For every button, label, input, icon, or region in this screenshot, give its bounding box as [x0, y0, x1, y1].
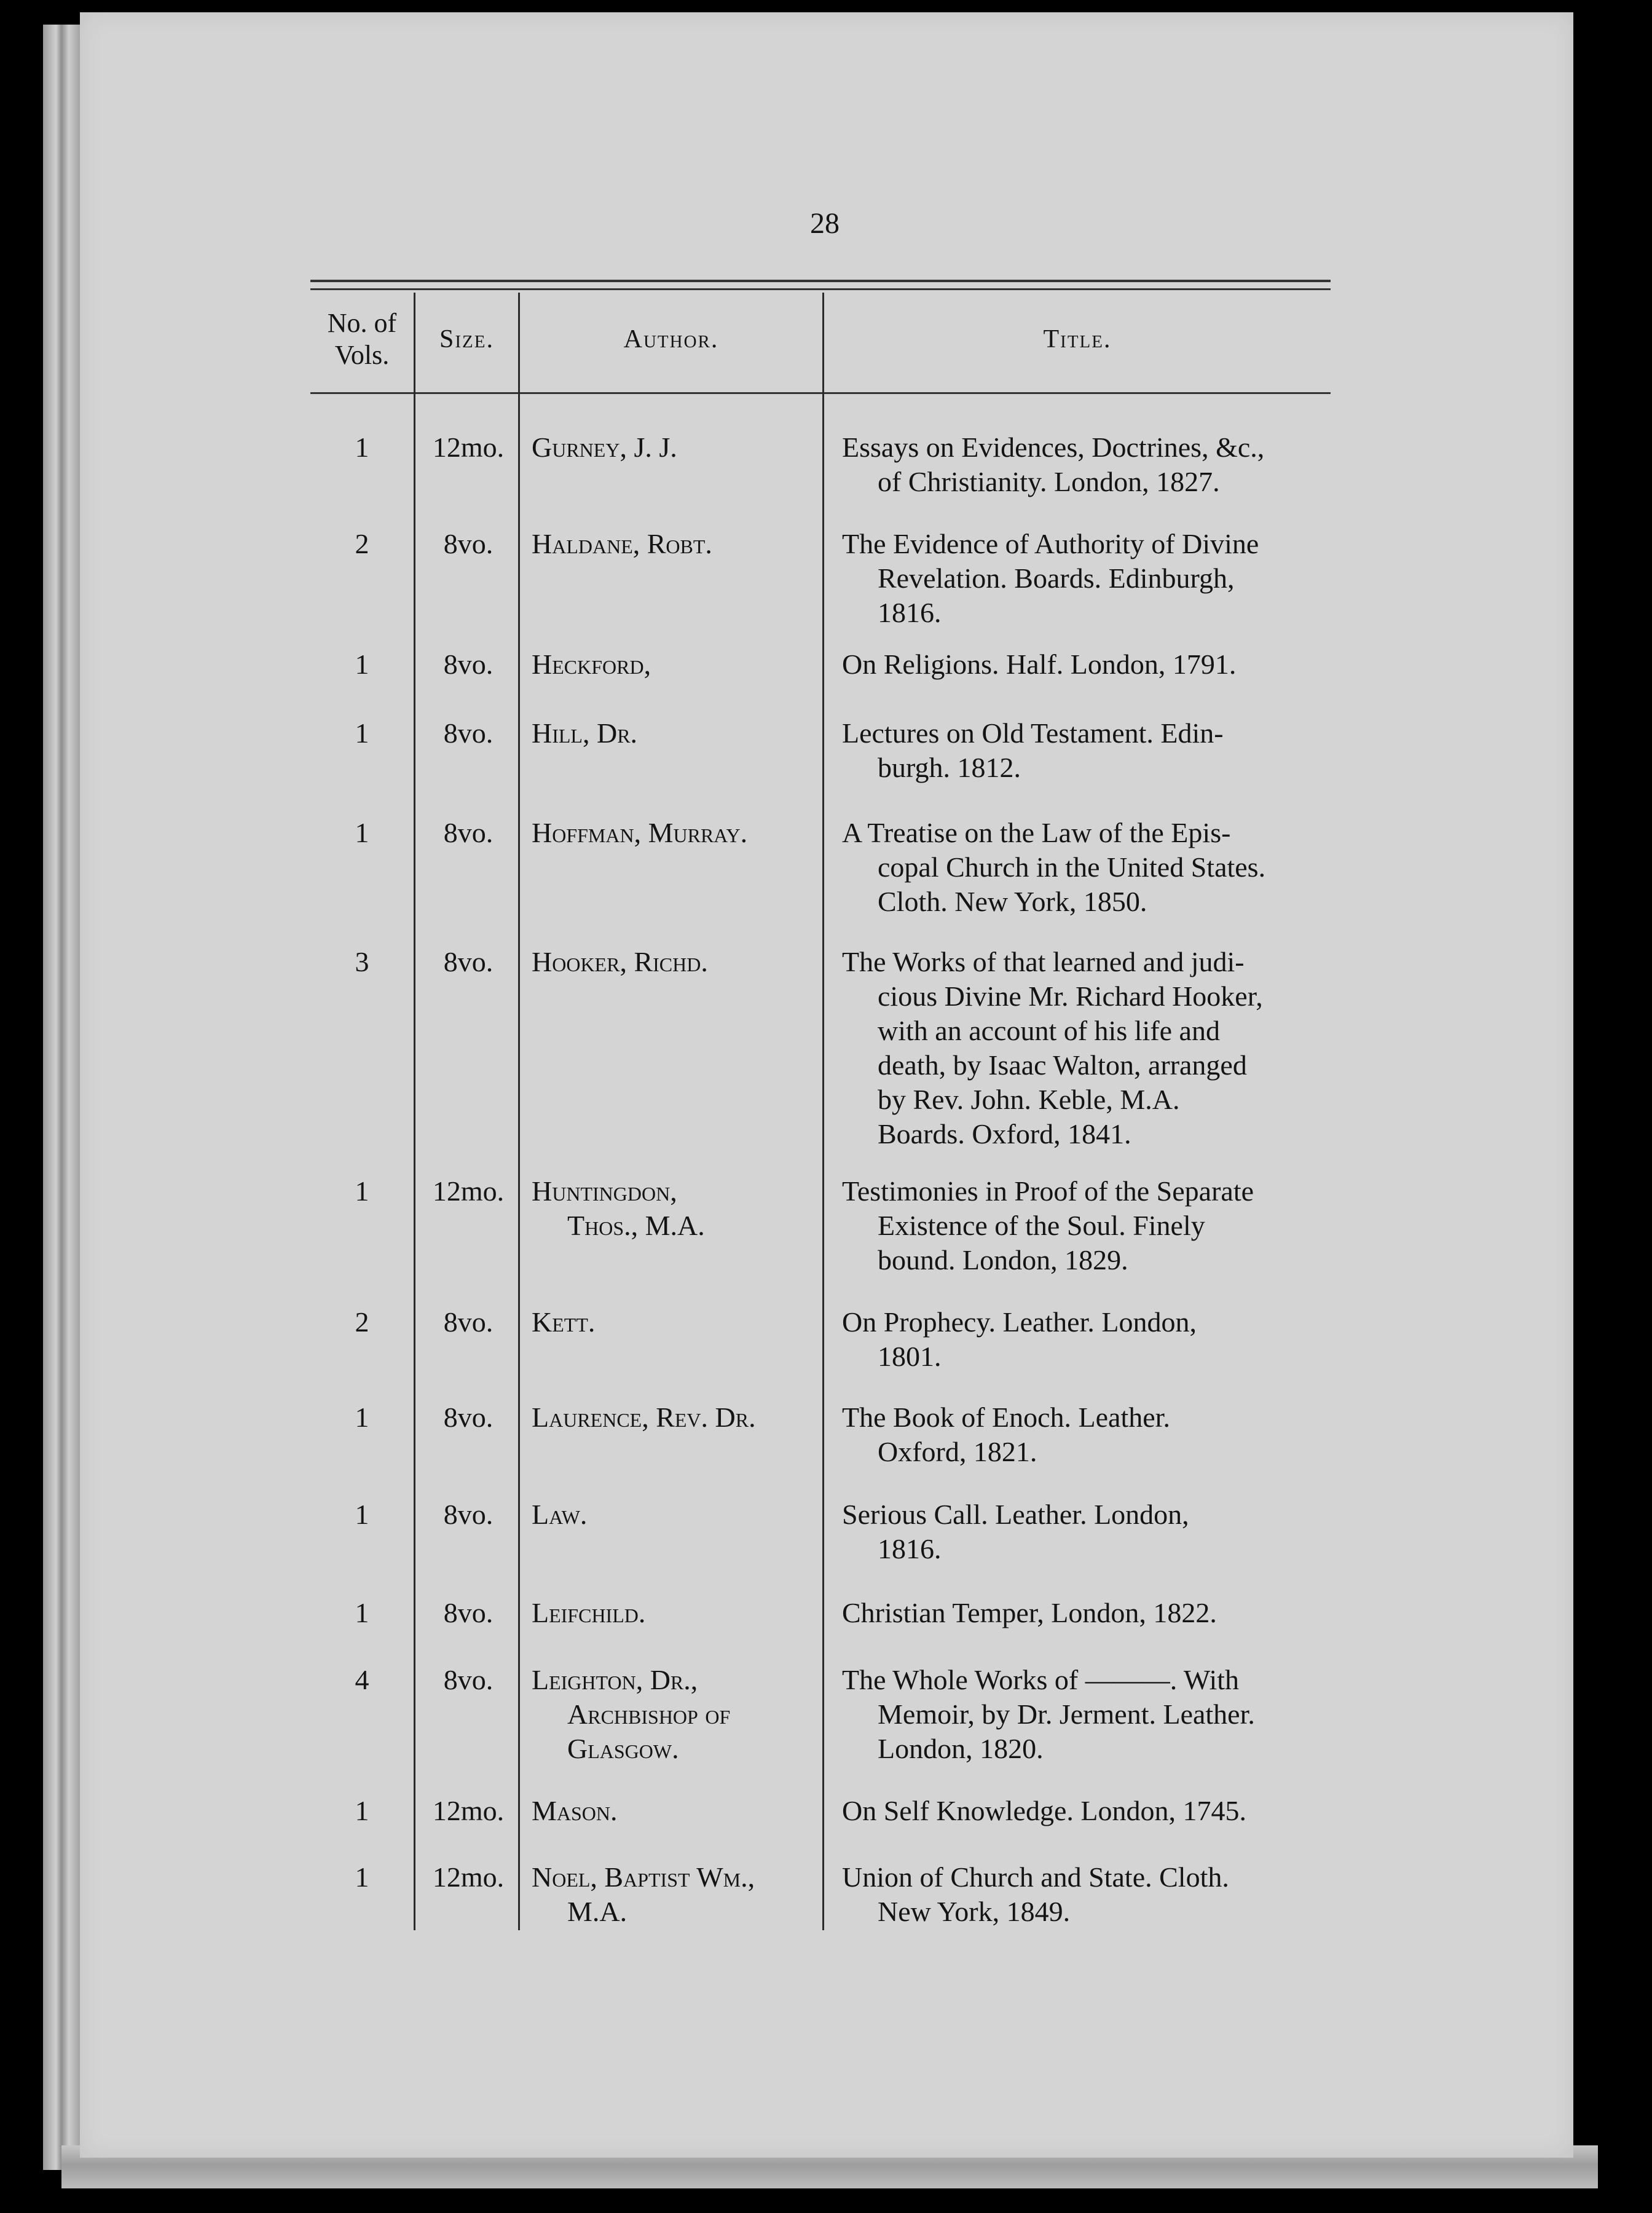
vols-cell: 1 — [355, 1175, 369, 1207]
title-line: The Evidence of Authority of Divine — [842, 528, 1259, 559]
title-line: burgh. 1812. — [878, 752, 1021, 783]
author-cell — [532, 1305, 827, 1339]
author-line: Glasgow. — [567, 1733, 679, 1764]
title-cell — [842, 816, 1346, 919]
size-cell: 8vo. — [443, 946, 494, 977]
author-line: Leighton, Dr., — [532, 1664, 698, 1695]
author-cell — [532, 945, 827, 979]
size-cell: 8vo. — [443, 528, 494, 559]
author-cell — [532, 1174, 827, 1243]
vols-cell: 1 — [355, 1597, 369, 1628]
size-cell: 8vo. — [443, 1597, 494, 1628]
title-line: 1801. — [878, 1341, 942, 1372]
vols-cell: 1 — [355, 1402, 369, 1433]
table-top-rule — [310, 280, 1331, 290]
page-number: 28 — [810, 207, 840, 240]
author-line: Leifchild. — [532, 1597, 646, 1628]
title-line: The Book of Enoch. Leather. — [842, 1402, 1170, 1433]
author-line: Heckford, — [532, 649, 651, 680]
header-author: Author. — [623, 325, 719, 353]
size-cell: 8vo. — [443, 817, 494, 848]
title-cell — [842, 1663, 1346, 1766]
author-line: Haldane, Robt. — [532, 528, 712, 559]
author-cell — [532, 430, 827, 465]
title-cell — [842, 1596, 1346, 1630]
vols-cell: 1 — [355, 1499, 369, 1530]
title-cell — [842, 1174, 1346, 1277]
header-vols-line: Vols. — [334, 340, 390, 370]
title-line: On Religions. Half. London, 1791. — [842, 649, 1237, 680]
size-cell: 8vo. — [443, 1664, 494, 1695]
title-line: On Self Knowledge. London, 1745. — [842, 1795, 1246, 1826]
author-cell — [532, 1596, 827, 1630]
vols-cell: 1 — [355, 432, 369, 463]
author-cell — [532, 716, 827, 751]
title-line: Serious Call. Leather. London, — [842, 1499, 1189, 1530]
title-cell — [842, 1305, 1346, 1374]
author-line: Archbishop of — [567, 1698, 731, 1730]
size-cell: 12mo. — [432, 1175, 505, 1207]
title-line: Testimonies in Proof of the Separate — [842, 1175, 1254, 1207]
author-cell — [532, 527, 827, 561]
title-line: The Works of that learned and judi- — [842, 946, 1245, 977]
title-line: Memoir, by Dr. Jerment. Leather. — [878, 1698, 1255, 1730]
title-line: Essays on Evidences, Doctrines, &c., — [842, 432, 1265, 463]
size-cell: 8vo. — [443, 1499, 494, 1530]
title-line: of Christianity. London, 1827. — [878, 466, 1220, 497]
title-cell — [842, 430, 1346, 499]
title-cell — [842, 1400, 1346, 1469]
title-line: New York, 1849. — [878, 1896, 1071, 1927]
title-line: A Treatise on the Law of the Epis- — [842, 817, 1231, 848]
title-line: 1816. — [878, 1533, 942, 1564]
vols-cell: 1 — [355, 717, 369, 749]
size-cell: 12mo. — [432, 1861, 505, 1893]
title-cell — [842, 1794, 1346, 1828]
vols-cell: 2 — [355, 528, 369, 559]
vols-cell: 1 — [355, 649, 369, 680]
size-cell: 8vo. — [443, 1306, 494, 1338]
header-title: Title. — [1043, 325, 1112, 353]
author-line: Kett. — [532, 1306, 596, 1338]
title-line: Oxford, 1821. — [878, 1436, 1037, 1467]
author-line: Hooker, Richd. — [532, 946, 708, 977]
author-cell — [532, 1860, 827, 1929]
author-cell — [532, 1497, 827, 1532]
author-cell — [532, 1400, 827, 1435]
size-cell: 8vo. — [443, 717, 494, 749]
title-line: death, by Isaac Walton, arranged — [878, 1049, 1247, 1081]
title-cell — [842, 1497, 1346, 1566]
header-vols-line: No. of — [327, 308, 397, 338]
author-cell — [532, 816, 827, 850]
size-cell: 8vo. — [443, 649, 494, 680]
header-vols — [310, 307, 414, 371]
author-line: Laurence, Rev. Dr. — [532, 1402, 756, 1433]
vols-cell: 1 — [355, 1795, 369, 1826]
author-line: Huntingdon, — [532, 1175, 677, 1207]
author-line: M.A. — [567, 1896, 627, 1927]
title-line: cious Divine Mr. Richard Hooker, — [878, 980, 1263, 1012]
title-line: Christian Temper, London, 1822. — [842, 1597, 1217, 1628]
table-header-rule — [310, 392, 1331, 394]
title-line: The Whole Works of ———. With — [842, 1664, 1240, 1695]
title-cell — [842, 527, 1346, 630]
vols-cell: 1 — [355, 1861, 369, 1893]
size-cell: 12mo. — [432, 1795, 505, 1826]
title-line: Revelation. Boards. Edinburgh, — [878, 562, 1235, 594]
title-line: by Rev. John. Keble, M.A. — [878, 1084, 1180, 1115]
size-cell: 8vo. — [443, 1402, 494, 1433]
page-stack-edge — [43, 25, 80, 2170]
author-line: Gurney, J. J. — [532, 432, 677, 463]
author-line: Noel, Baptist Wm., — [532, 1861, 755, 1893]
title-line: bound. London, 1829. — [878, 1244, 1128, 1276]
title-line: 1816. — [878, 597, 942, 628]
title-cell — [842, 1860, 1346, 1929]
author-line: Law. — [532, 1499, 588, 1530]
author-line: Mason. — [532, 1795, 618, 1826]
title-line: copal Church in the United States. — [878, 851, 1266, 883]
vols-cell: 3 — [355, 946, 369, 977]
title-line: London, 1820. — [878, 1733, 1044, 1764]
title-line: Union of Church and State. Cloth. — [842, 1861, 1229, 1893]
title-cell — [842, 647, 1346, 682]
author-line: Hoffman, Murray. — [532, 817, 748, 848]
vols-cell: 2 — [355, 1306, 369, 1338]
title-line: Boards. Oxford, 1841. — [878, 1118, 1131, 1150]
title-cell — [842, 945, 1346, 1151]
author-line: Thos., M.A. — [567, 1210, 705, 1241]
author-cell — [532, 647, 827, 682]
title-line: Cloth. New York, 1850. — [878, 886, 1147, 917]
title-line: Lectures on Old Testament. Edin- — [842, 717, 1224, 749]
title-cell — [842, 716, 1346, 785]
header-size: Size. — [439, 325, 494, 353]
author-line: Hill, Dr. — [532, 717, 638, 749]
size-cell: 12mo. — [432, 432, 505, 463]
title-line: Existence of the Soul. Finely — [878, 1210, 1205, 1241]
vols-cell: 4 — [355, 1664, 369, 1695]
author-cell — [532, 1663, 827, 1766]
author-cell — [532, 1794, 827, 1828]
vols-cell: 1 — [355, 817, 369, 848]
title-line: with an account of his life and — [878, 1015, 1220, 1046]
title-line: On Prophecy. Leather. London, — [842, 1306, 1197, 1338]
